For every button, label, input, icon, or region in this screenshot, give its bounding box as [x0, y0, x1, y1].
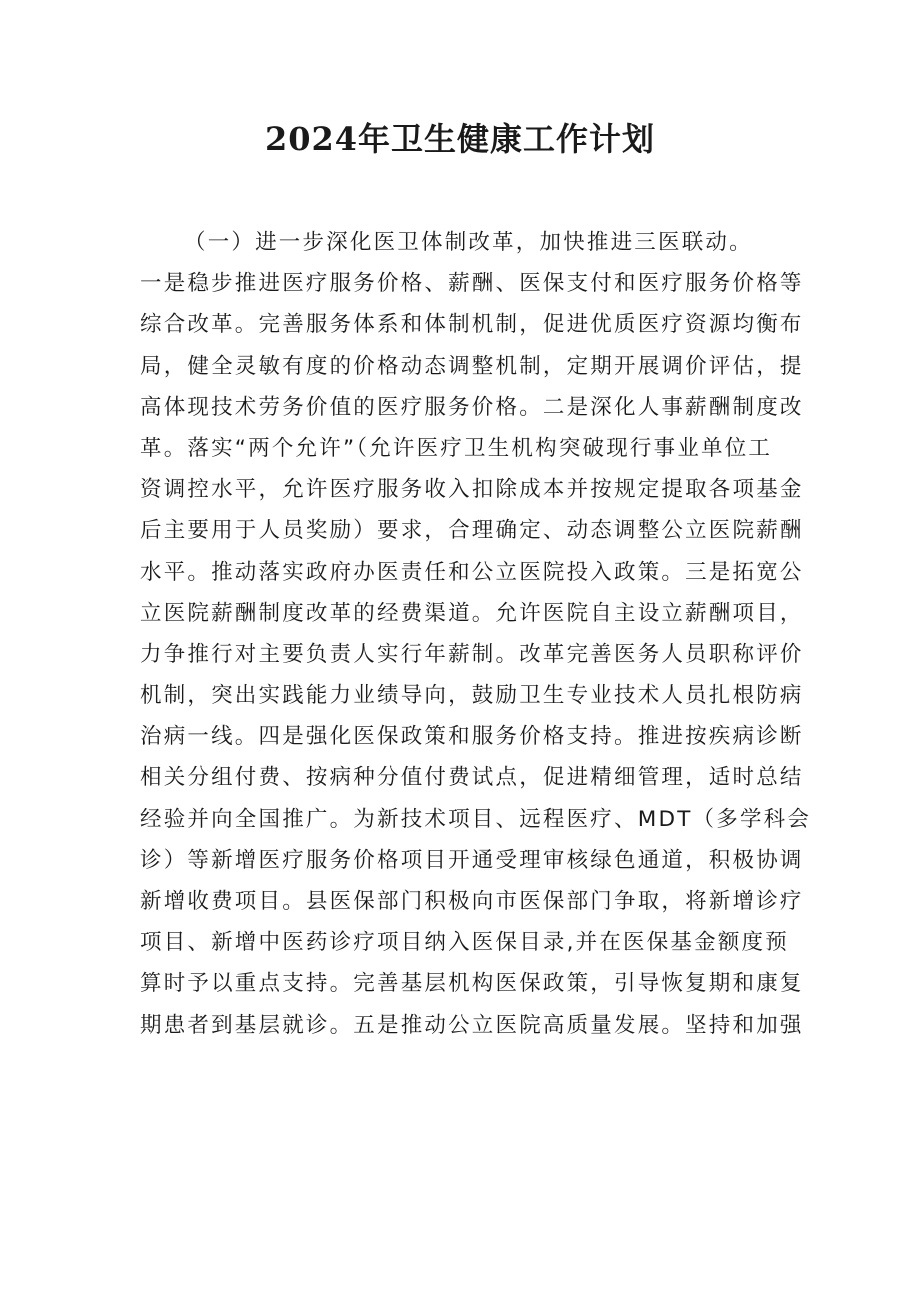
body-line: 算时予以重点支持。完善基层机构医保政策，引导恢复期和康复: [140, 971, 804, 997]
section-heading: （一）进一步深化医卫体制改革，加快推进三医联动。: [184, 230, 753, 255]
document-title: 2024年卫生健康工作计划: [264, 120, 656, 158]
body-line: 经验并向全国推广。为新技术项目、远程医疗、MDT（多学科会: [140, 806, 812, 832]
body-line: 诊）等新增医疗服务价格项目开通受理审核绿色通道，积极协调: [140, 847, 804, 873]
body-line: 高体现技术劳务价值的医疗服务价格。二是深化人事薪酬制度改: [140, 394, 804, 420]
body-line: 新增收费项目。县医保部门积极向市医保部门争取，将新增诊疗: [140, 889, 804, 914]
body-line: 一是稳步推进医疗服务价格、薪酬、医保支付和医疗服务价格等: [140, 271, 804, 297]
body-line: 力争推行对主要负责人实行年薪制。改革完善医务人员职称评价: [140, 641, 804, 667]
body-line: 后主要用于人员奖励）要求，合理确定、动态调整公立医院薪酬: [140, 518, 804, 544]
body-line: 项目、新增中医药诊疗项目纳入医保目录,并在医保基金额度预: [140, 930, 789, 956]
document-body: [140, 222, 812, 1046]
body-line: 水平。推动落实政府办医责任和公立医院投入政策。三是拓宽公: [140, 559, 804, 585]
body-line: 资调控水平，允许医疗服务收入扣除成本并按规定提取各项基金: [140, 477, 804, 503]
body-line: 立医院薪酬制度改革的经费渠道。允许医院自主设立薪酬项目，: [140, 600, 804, 626]
body-line: 相关分组付费、按病种分值付费试点，促进精细管理，适时总结: [140, 765, 804, 791]
body-line: 局，健全灵敏有度的价格动态调整机制，定期开展调价评估，提: [140, 353, 804, 379]
body-line: 综合改革。完善服务体系和体制机制，促进优质医疗资源均衡布: [140, 312, 804, 338]
body-line: 革。落实“两个允许”（允许医疗卫生机构突破现行事业单位工: [140, 435, 773, 461]
body-line: 治病一线。四是强化医保政策和服务价格支持。推进按疾病诊断: [140, 724, 804, 750]
body-line: 机制，突出实践能力业绩导向，鼓励卫生专业技术人员扎根防病: [140, 683, 804, 709]
body-line: 期患者到基层就诊。五是推动公立医院高质量发展。坚持和加强: [140, 1012, 804, 1038]
